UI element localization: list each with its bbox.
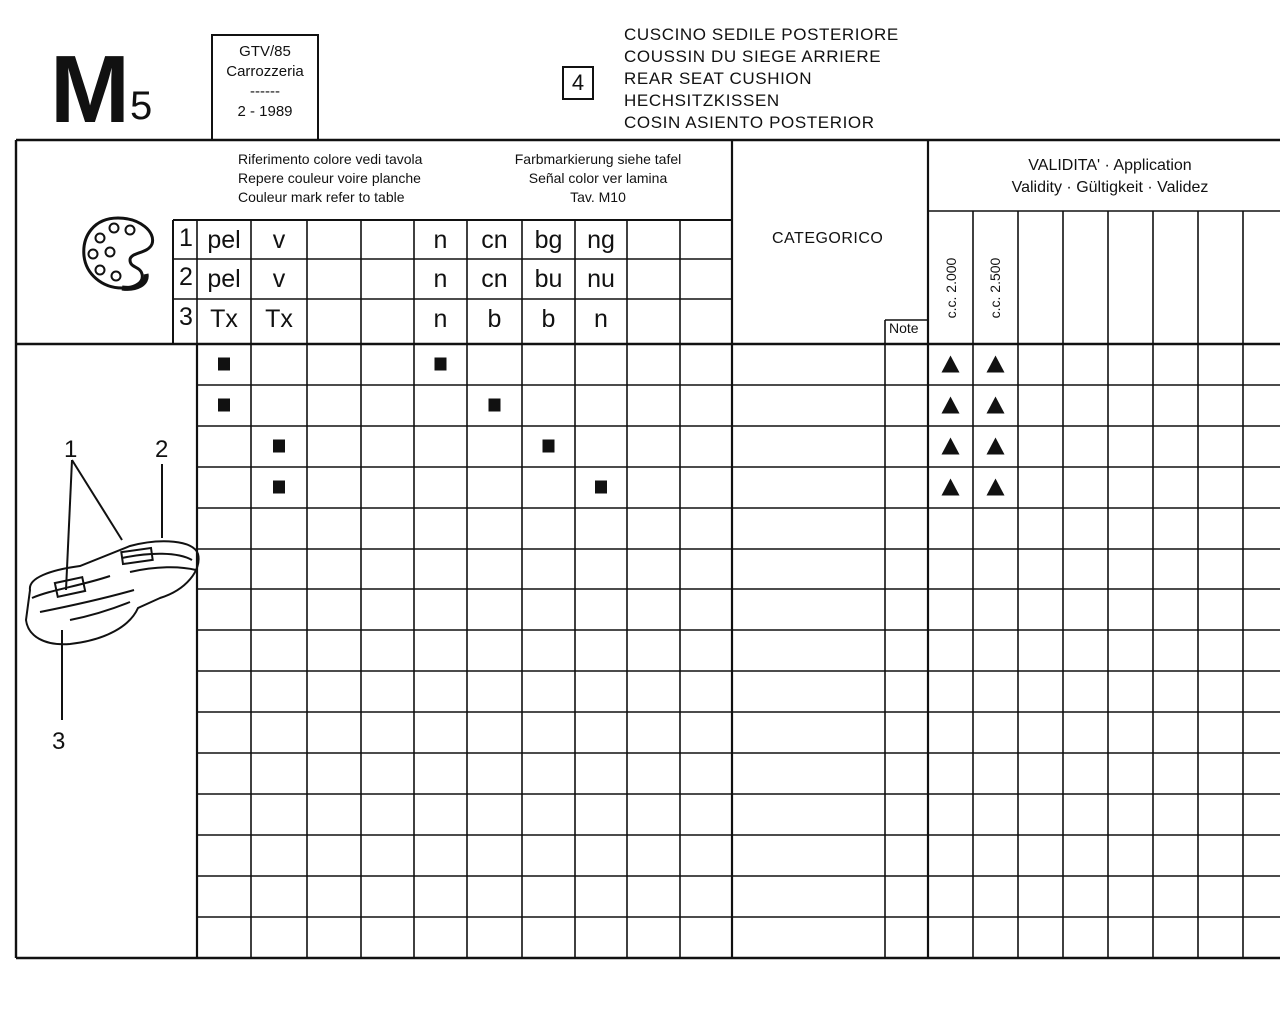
- validity-triangle-icon: [942, 397, 960, 414]
- color-row-number: 1: [179, 224, 193, 252]
- color-mark-square: [595, 481, 607, 494]
- color-reference-left: [238, 150, 422, 207]
- model-date: 2 - 1989: [237, 103, 293, 120]
- color-mark-square: [218, 358, 230, 371]
- color-code-cell: pel: [207, 226, 241, 254]
- validity-triangle-icon: [942, 356, 960, 373]
- paint-palette-icon: [78, 214, 160, 294]
- callout-3: 3: [52, 728, 66, 755]
- validity-title-2: Validity · Gültigkeit · Validez: [1011, 179, 1209, 196]
- note-label: Note: [889, 320, 919, 336]
- color-code-cell: n: [433, 265, 448, 293]
- validity-triangle-icon: [987, 438, 1005, 455]
- color-row-number: 2: [179, 263, 193, 291]
- color-code-cell: n: [433, 305, 448, 333]
- color-code-cell: cn: [481, 265, 508, 293]
- validity-triangle-icon: [942, 479, 960, 496]
- ref-left-line: Repere couleur voire planche: [238, 170, 421, 186]
- model-name: GTV/85: [239, 43, 291, 60]
- validity-triangle-icon: [987, 479, 1005, 496]
- validity-triangle-icon: [942, 438, 960, 455]
- validity-header: [940, 155, 1280, 199]
- color-mark-square: [218, 399, 230, 412]
- color-code-cell: v: [272, 265, 286, 293]
- categorico-label: CATEGORICO: [772, 230, 884, 247]
- ref-right-line: Tav. M10: [570, 189, 626, 205]
- title-en: REAR SEAT CUSHION: [624, 69, 813, 88]
- title-fr: COUSSIN DU SIEGE ARRIERE: [624, 47, 882, 66]
- title-es: COSIN ASIENTO POSTERIOR: [624, 113, 875, 132]
- title-it: CUSCINO SEDILE POSTERIORE: [624, 25, 899, 44]
- color-code-cell: bg: [534, 226, 563, 254]
- color-code-cell: b: [541, 305, 556, 333]
- model-separator: ------: [250, 83, 280, 100]
- ref-left-line: Couleur mark refer to table: [238, 189, 405, 205]
- model-group: Carrozzeria: [226, 63, 304, 80]
- color-code-cell: Tx: [210, 305, 238, 333]
- ref-left-line: Riferimento colore vedi tavola: [238, 151, 423, 167]
- color-code-cell: bu: [534, 265, 563, 293]
- color-code-cell: cn: [481, 226, 508, 254]
- color-mark-square: [489, 399, 501, 412]
- callout-1: 1: [64, 436, 78, 463]
- title-de: HECHSITZKISSEN: [624, 91, 780, 110]
- seat-cushion-illustration: [10, 430, 210, 750]
- color-code-cell: v: [272, 226, 286, 254]
- color-code-cell: b: [487, 305, 502, 333]
- color-mark-square: [273, 481, 285, 494]
- section-letter: M: [50, 36, 128, 143]
- ref-right-line: Señal color ver lamina: [528, 170, 668, 186]
- validity-title-1: VALIDITA' · Application: [1028, 157, 1192, 174]
- color-reference-right: [503, 150, 693, 207]
- color-code-cell: pel: [207, 265, 241, 293]
- color-code-cell: Tx: [265, 305, 293, 333]
- color-code-cell: nu: [587, 265, 615, 293]
- color-code-cell: ng: [587, 226, 615, 254]
- color-mark-square: [543, 440, 555, 453]
- ref-right-line: Farbmarkierung siehe tafel: [514, 151, 682, 167]
- section-number: 5: [130, 84, 153, 128]
- validity-triangle-icon: [987, 356, 1005, 373]
- figure-number: 4: [562, 66, 594, 100]
- validity-col-2500: c.c. 2.500: [987, 257, 1003, 319]
- color-code-cell: n: [594, 305, 608, 333]
- color-mark-square: [435, 358, 447, 371]
- color-code-cell: n: [433, 226, 448, 254]
- validity-triangle-icon: [987, 397, 1005, 414]
- color-row-number: 3: [179, 303, 193, 331]
- callout-2: 2: [155, 436, 169, 463]
- validity-col-2000: c.c. 2.000: [943, 257, 959, 319]
- color-mark-square: [273, 440, 285, 453]
